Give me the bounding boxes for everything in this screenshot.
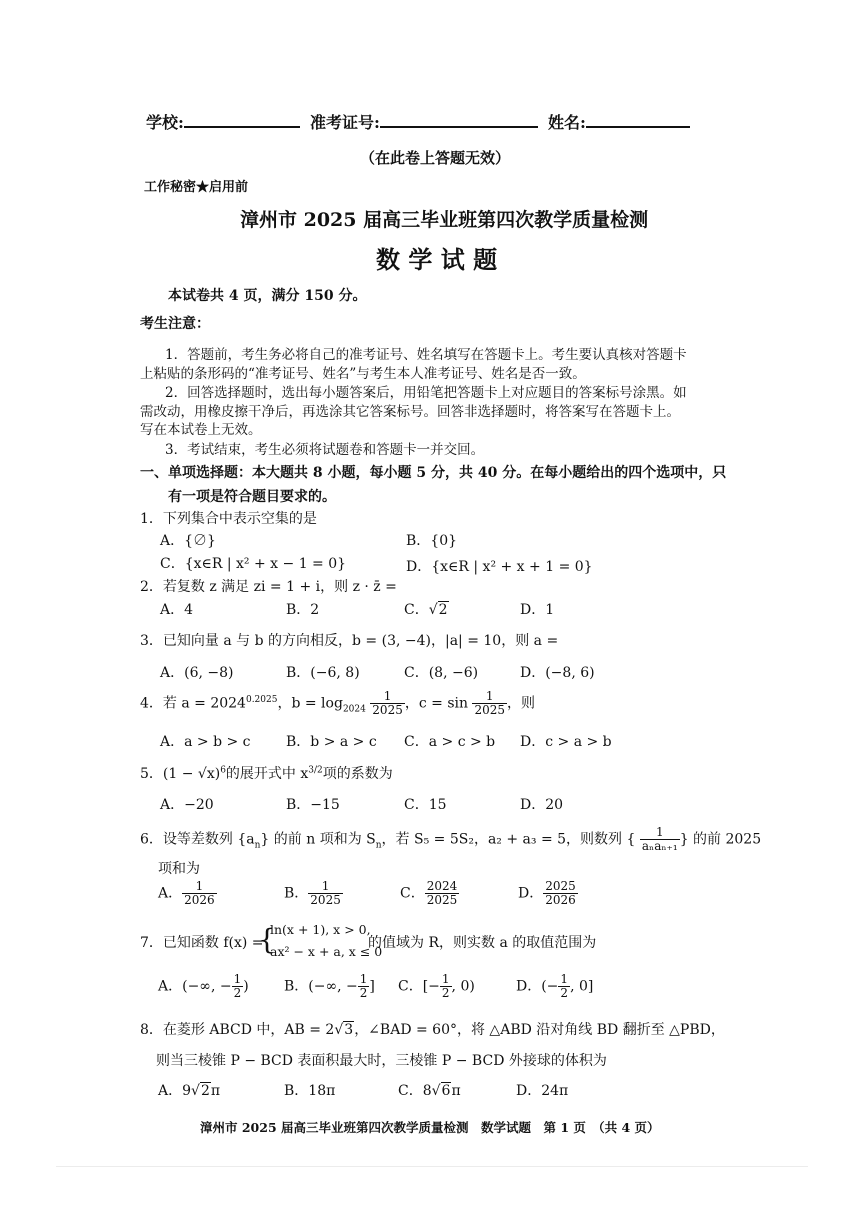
- q6-option-d-num: 2025: [545, 879, 576, 893]
- q4-fraction-b-num: 1: [370, 690, 405, 704]
- q6-option-a-frac: [182, 880, 217, 907]
- q7-option-c-frac: [440, 973, 452, 1000]
- q6-option-c-den: 2025: [426, 893, 458, 907]
- exam-number-field: [310, 110, 538, 133]
- q6-option-d-label: D．: [518, 885, 544, 902]
- q7-option-c-num: 1: [441, 972, 450, 986]
- q8-option-a-post: π: [210, 1083, 221, 1099]
- notice-p2-line2: 需改动，用橡皮擦干净后，再选涂其它答案标号。回答非选择题时，将答案写在答题卡上。: [140, 404, 680, 420]
- q6-stem: [140, 826, 761, 853]
- q4-option-a: A．a > b > c: [160, 734, 251, 750]
- q3-stem: 3．已知向量 a 与 b 的方向相反，b = (3, −4)，|a| = 10，则 a =: [140, 633, 559, 649]
- q8-option-c-pre: C．8: [398, 1083, 432, 1099]
- notice-p1-line1: 1．答题前，考生务必将自己的准考证号、姓名填写在答题卡上。考生要认真核对答题卡: [165, 347, 687, 363]
- q6-option-b-label: B．: [284, 885, 309, 902]
- q5-option-d: D．20: [520, 797, 564, 813]
- q1-option-c: C．{x∈R | x² + x − 1 = 0}: [160, 556, 347, 572]
- notice-p3: 3．考试结束，考生必须将试题卷和答题卡一并交回。: [165, 442, 485, 458]
- q6-sub-n-2: n: [375, 840, 382, 851]
- q6-option-a-num: 1: [182, 880, 217, 894]
- section1-line2: 有一项是符合题目要求的。: [168, 489, 336, 505]
- q2-option-d: D．1: [520, 602, 555, 618]
- q4-fraction-c: [472, 690, 507, 717]
- q7-option-d-post: , 0]: [570, 978, 594, 995]
- q8-line1-post: ，∠BAD = 60°，将 △ABD 沿对角线 BD 翻折至 △PBD，: [354, 1022, 725, 1038]
- q7-option-c-den: 2: [441, 986, 450, 1000]
- q7-option-a-frac: [232, 973, 244, 1000]
- name-label: 姓名:: [548, 113, 586, 132]
- q6-stem-line2: 项和为: [158, 861, 200, 877]
- notice-p2-line1: 2．回答选择题时，选出每小题答案后，用铅笔把答题卡上对应题目的答案标号涂黑。如: [165, 385, 687, 401]
- notice-heading: 考生注意：: [140, 316, 210, 332]
- q1-option-d: D．{x∈R | x² + x + 1 = 0}: [406, 559, 593, 575]
- q6-fraction-den: aₙaₙ₊₁: [641, 839, 678, 853]
- exam-number-label: 准考证号:: [310, 113, 380, 132]
- q8-option-c-radicand: 6: [441, 1083, 451, 1099]
- q2-option-c: C．√2: [404, 602, 448, 618]
- q6-option-a-den: 2026: [184, 893, 215, 907]
- q6-part1b: } 的前 n 项和为 S: [260, 831, 376, 848]
- q4-exponent: 0.2025: [245, 694, 278, 705]
- q4-part1: 4．若 a = 2024: [140, 695, 246, 712]
- q5-exponent-3-2: 3/2: [308, 765, 323, 776]
- q6-option-a: [158, 880, 217, 907]
- name-field: [548, 110, 690, 133]
- q7-option-d-num: 1: [560, 972, 569, 986]
- q7-stem-part1: 7．已知函数 f(x) =: [140, 935, 264, 951]
- q6-option-d-frac: [543, 880, 578, 907]
- q6-option-a-label: A．: [158, 885, 183, 902]
- q8-stem-line2: 则当三棱锥 P − BCD 表面积最大时，三棱锥 P − BCD 外接球的体积为: [156, 1053, 607, 1069]
- q4-part3: ，c = sin: [404, 695, 468, 712]
- q7-option-a-num: 1: [233, 972, 242, 986]
- q4-fraction-c-num: 1: [472, 690, 507, 704]
- q7-option-b-post: ]: [369, 978, 375, 995]
- q7-option-d-frac: [558, 973, 570, 1000]
- q6-fraction: [640, 826, 680, 853]
- q6-part2: ，若 S₅ = 5S₂，a₂ + a₃ = 5，则数列 {: [381, 831, 636, 848]
- q5-part1: 5．(1 − √x): [140, 766, 221, 782]
- exam-title: 漳州市 2025 届高三毕业班第四次教学质量检测: [240, 209, 649, 231]
- school-field: [146, 110, 300, 133]
- q7-option-a-post: ): [243, 978, 249, 995]
- exam-number-blank: [380, 110, 538, 128]
- q6-option-c-frac: [425, 880, 460, 907]
- name-blank: [586, 110, 690, 128]
- intro-text: 本试卷共 4 页，满分 150 分。: [168, 288, 367, 304]
- q7-option-c-post: , 0): [451, 978, 475, 995]
- q8-option-b: B．18π: [284, 1083, 336, 1099]
- q7-option-b-pre: B．(−∞, −: [284, 978, 358, 995]
- q4-part4: ，则: [507, 695, 535, 712]
- q4-log-base: 2024: [342, 704, 366, 715]
- invalid-note: （在此卷上答题无效）: [360, 149, 511, 167]
- q7-option-c: [398, 973, 475, 1000]
- q3-option-d: D．(−8, 6): [520, 665, 595, 681]
- q7-option-a: [158, 973, 249, 1000]
- q7-case1: ln(x + 1), x > 0,: [270, 922, 371, 937]
- q6-option-c-num: 2024: [426, 879, 458, 893]
- q6-option-c-label: C．: [400, 885, 425, 902]
- q6-fraction-num: 1: [640, 826, 680, 840]
- q2-option-c-label: C．: [404, 602, 429, 618]
- q5-exponent-6: 6: [220, 765, 226, 776]
- q6-option-b: [284, 880, 343, 907]
- q7-option-a-den: 2: [233, 986, 242, 1000]
- q2-option-b: B．2: [286, 602, 320, 618]
- q1-stem: 1．下列集合中表示空集的是: [140, 511, 317, 527]
- q3-option-b: B．(−6, 8): [286, 665, 360, 681]
- q4-option-c: C．a > c > b: [404, 734, 496, 750]
- notice-p2-line3: 写在本试卷上无效。: [140, 422, 262, 438]
- q7-option-a-pre: A．(−∞, −: [158, 978, 232, 995]
- q6-option-d-den: 2026: [545, 893, 576, 907]
- q6-option-b-den: 2025: [310, 893, 341, 907]
- q7-option-b-frac: [358, 973, 370, 1000]
- notice-p1-line2: 上粘贴的条形码的“准考证号、姓名”与考生本人准考证号、姓名是否一致。: [140, 366, 586, 382]
- q7-option-d-pre: D．(−: [516, 978, 559, 995]
- secret-note: 工作秘密★启用前: [144, 180, 249, 195]
- q7-option-b-num: 1: [359, 972, 368, 986]
- q5-option-b: B．−15: [286, 797, 340, 813]
- q2-stem: 2．若复数 z 满足 zi = 1 + i，则 z · z̄ =: [140, 579, 397, 595]
- q6-option-c: [400, 880, 459, 907]
- q7-stem-part2: 的值域为 R，则实数 a 的取值范围为: [368, 935, 597, 951]
- q2-option-c-radicand: 2: [438, 602, 448, 618]
- q3-option-a: A．(6, −8): [160, 665, 234, 681]
- q6-sub-n-1: n: [254, 840, 261, 851]
- q5-part2: 的展开式中 x: [225, 766, 309, 782]
- section1-line1: 一、单项选择题：本大题共 8 小题，每小题 5 分，共 40 分。在每小题给出的四个选项中，只: [140, 465, 727, 481]
- q6-part3: } 的前 2025: [679, 831, 762, 848]
- q8-option-a-radicand: 2: [200, 1083, 210, 1099]
- q5-option-a: A．−20: [160, 797, 214, 813]
- q4-fraction-c-den: 2025: [474, 703, 505, 717]
- q4-part2: ，b = log: [277, 695, 343, 712]
- q3-option-c: C．(8, −6): [404, 665, 479, 681]
- q7-option-d-den: 2: [560, 986, 569, 1000]
- q7-case2: ax² − x + a, x ≤ 0: [270, 944, 383, 959]
- q4-fraction-b: [370, 690, 405, 717]
- q6-option-b-num: 1: [308, 880, 343, 894]
- q2-option-a: A．4: [160, 602, 194, 618]
- q7-brace: {: [258, 923, 276, 956]
- q8-option-a-pre: A．9: [158, 1083, 192, 1099]
- page-edge-divider: [56, 1166, 808, 1167]
- exam-subtitle: 数 学 试 题: [376, 245, 498, 274]
- q8-radicand: 3: [344, 1022, 354, 1038]
- q8-option-d: D．24π: [516, 1083, 569, 1099]
- q1-option-b: B．{0}: [406, 533, 458, 549]
- q6-part1: 6．设等差数列 {a: [140, 831, 255, 848]
- q6-option-b-frac: [308, 880, 343, 907]
- q5-stem: [140, 763, 393, 783]
- q4-option-b: B．b > a > c: [286, 734, 377, 750]
- q6-option-d: [518, 880, 578, 907]
- q8-option-a: A．9√2π: [158, 1083, 221, 1099]
- q7-option-c-pre: C．[−: [398, 978, 440, 995]
- school-blank: [184, 110, 300, 128]
- q8-option-c-post: π: [451, 1083, 461, 1099]
- q5-option-c: C．15: [404, 797, 447, 813]
- q7-option-b: [284, 973, 375, 1000]
- page-footer: 漳州市 2025 届高三毕业班第四次教学质量检测 数学试题 第 1 页 （共 4 页）: [200, 1120, 660, 1135]
- q1-option-a: A．{∅}: [160, 533, 216, 549]
- q4-stem: [140, 690, 535, 717]
- school-label: 学校:: [146, 113, 184, 132]
- q8-option-c: C．8√6π: [398, 1083, 461, 1099]
- q7-option-d: [516, 973, 593, 1000]
- q8-line1-pre: 8．在菱形 ABCD 中，AB = 2: [140, 1022, 335, 1038]
- q7-option-b-den: 2: [359, 986, 368, 1000]
- q5-part3: 项的系数为: [322, 766, 393, 782]
- q8-stem-line1: 8．在菱形 ABCD 中，AB = 2√3，∠BAD = 60°，将 △ABD 沿对角线 BD 翻折至 △PBD，: [140, 1022, 725, 1038]
- q4-fraction-b-den: 2025: [372, 703, 403, 717]
- q4-option-d: D．c > a > b: [520, 734, 612, 750]
